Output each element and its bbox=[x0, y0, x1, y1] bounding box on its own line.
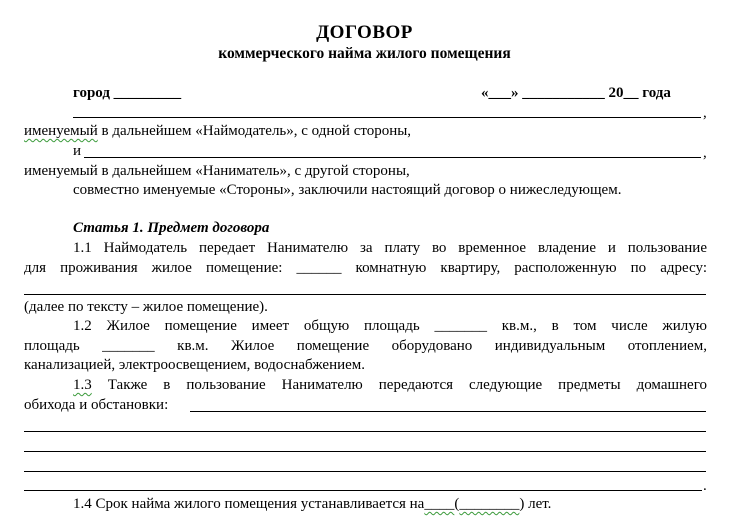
document-title: ДОГОВОР bbox=[316, 22, 413, 43]
date-field: «___» ___________ 20__ года bbox=[481, 85, 671, 101]
article-1-heading: Статья 1. Предмет договора bbox=[73, 220, 270, 236]
clause-number: 1.3 bbox=[73, 377, 92, 393]
clause-1-4-text: 1.4 Срок найма жилого помещения устанавливается на bbox=[73, 496, 425, 512]
city-field: город _________ bbox=[73, 85, 182, 101]
landlord-definition bbox=[24, 122, 411, 140]
tenant-name-blank bbox=[84, 157, 701, 158]
items-blank-5 bbox=[24, 490, 702, 491]
comma: , bbox=[703, 145, 707, 161]
period: . bbox=[703, 478, 707, 494]
clause-1-2-line-2: площадь _______ кв.м. Жилое помещение оборудовано индивидуальным отоплением, bbox=[24, 338, 707, 354]
parties-definition: совместно именуемые «Стороны», заключили настоящий договор о нижеследующем. bbox=[73, 182, 622, 198]
years-word: лет. bbox=[524, 496, 552, 512]
clause-1-1-line-1: 1.1 Наймодатель передает Нанимателю за плату во временное владение и пользование bbox=[73, 240, 707, 256]
clause-1-2-line-1: 1.2 Жилое помещение имеет общую площадь _______ кв.м., в том числе жилую bbox=[73, 318, 707, 334]
landlord-definition-text: в дальнейшем «Наймодатель», с одной стороны, bbox=[97, 123, 412, 139]
clause-1-3-line-1 bbox=[73, 376, 707, 394]
clause-1-3-text: Также в пользование Нанимателю передаются следующие предметы домашнего bbox=[91, 377, 707, 393]
items-blank-2 bbox=[24, 431, 706, 432]
paren-close: ) bbox=[519, 496, 525, 512]
items-blank-1 bbox=[190, 411, 706, 412]
comma: , bbox=[703, 105, 707, 121]
items-blank-3 bbox=[24, 451, 706, 452]
paren-open: ( bbox=[454, 496, 460, 512]
items-blank-4 bbox=[24, 471, 706, 472]
and-word: и bbox=[73, 143, 82, 159]
document-subtitle: коммерческого найма жилого помещения bbox=[218, 45, 511, 62]
clause-1-2-line-3: канализацией, электроосвещением, водоснабжением. bbox=[24, 357, 366, 373]
address-blank bbox=[24, 294, 706, 295]
term-blank-words: ________ bbox=[459, 496, 520, 512]
clause-1-1-line-2: для проживания жилое помещение: ______ комнатную квартиру, расположенную по адресу: bbox=[24, 260, 707, 276]
landlord-name-blank bbox=[73, 117, 701, 118]
tenant-definition: именуемый в дальнейшем «Наниматель», с другой стороны, bbox=[24, 163, 410, 179]
term-blank-years: ____ bbox=[424, 496, 455, 512]
spellcheck-word: именуемый bbox=[24, 123, 98, 139]
clause-1-3-line-2: обихода и обстановки: bbox=[24, 397, 169, 413]
clause-1-1-line-3: (далее по тексту – жилое помещение). bbox=[24, 299, 268, 315]
clause-1-4 bbox=[73, 495, 551, 513]
